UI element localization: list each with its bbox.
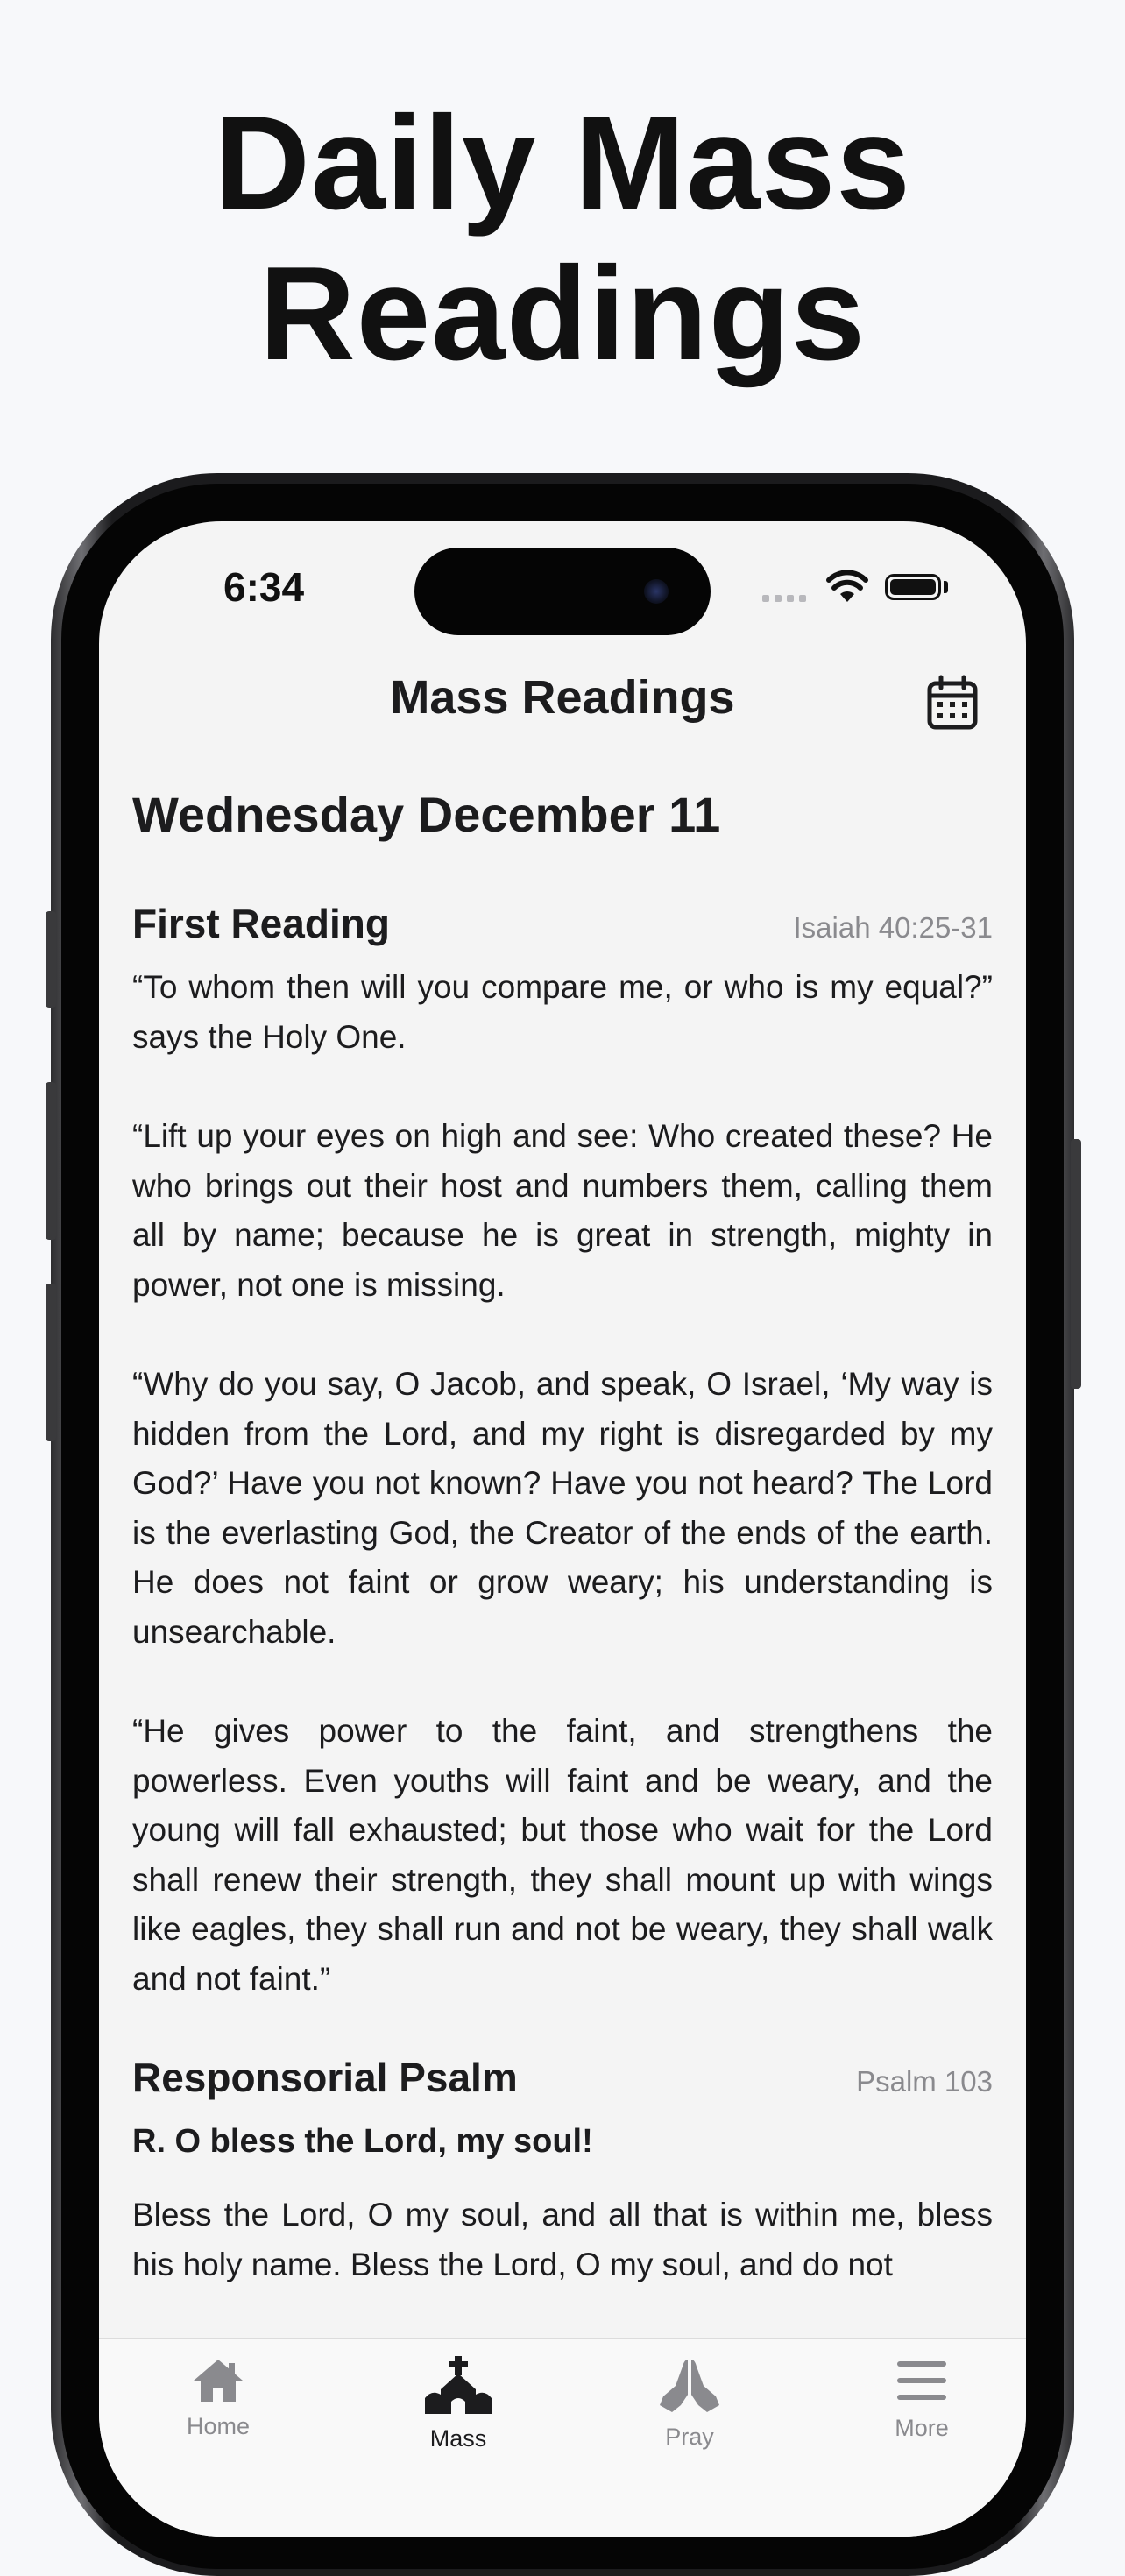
calendar-icon[interactable] — [926, 675, 979, 731]
tab-label: More — [895, 2415, 949, 2441]
tab-label: Mass — [429, 2425, 487, 2452]
cellular-signal-icon — [762, 595, 806, 602]
reading-paragraph: “Lift up your eyes on high and see: Who created these? He who brings out their host and numbers them, calling them all by name; because he is great in strength, mighty in power, not one is missing. — [132, 1118, 993, 1303]
action-button — [46, 911, 56, 1008]
reading-reference[interactable]: Isaiah 40:25-31 — [793, 911, 993, 944]
battery-tip — [944, 581, 948, 593]
camera-icon — [644, 579, 669, 604]
tab-label: Home — [186, 2413, 251, 2439]
phone-screen — [99, 521, 1026, 2537]
dynamic-island — [414, 548, 711, 635]
reading-paragraph: “To whom then will you compare me, or who is my equal?” says the Holy One. — [132, 969, 993, 1055]
psalm-response: R. O bless the Lord, my soul! — [132, 2123, 593, 2160]
praying-hands-icon — [654, 2356, 725, 2414]
tab-bar — [99, 2338, 1026, 2537]
date-heading: Wednesday December 11 — [132, 787, 721, 842]
tab-more[interactable] — [834, 2356, 1009, 2442]
reading-paragraph: “He gives power to the faint, and strengthens the powerless. Even youths will faint and be weary, and the young will fall exhausted; but those who wait for the Lord shall renew their strength, they shall mount up with wings like eagles, they shall run and not be weary, they shall walk and not faint.” — [132, 1713, 993, 1997]
psalm-paragraph: Bless the Lord, O my soul, and all that is within me, bless his holy name. Bless the Lord, O my soul, and do not — [132, 2197, 993, 2282]
headline-line-2: Readings — [258, 239, 867, 388]
section-title: First Reading — [132, 901, 390, 946]
readings-content[interactable] — [132, 784, 993, 2339]
volume-down-button — [46, 1284, 56, 1441]
hamburger-menu-icon — [894, 2356, 950, 2405]
psalm-reference[interactable]: Psalm 103 — [856, 2065, 993, 2098]
tab-label: Pray — [665, 2424, 714, 2450]
power-button — [1071, 1139, 1081, 1389]
first-reading-header — [132, 900, 993, 947]
psalm-header — [132, 2054, 993, 2101]
volume-up-button — [46, 1082, 56, 1240]
wifi-icon — [826, 570, 868, 604]
section-title: Responsorial Psalm — [132, 2055, 518, 2100]
tab-mass[interactable] — [371, 2356, 546, 2452]
church-icon — [421, 2356, 495, 2416]
status-time: 6:34 — [223, 564, 305, 610]
house-icon — [190, 2356, 246, 2403]
headline-line-1: Daily Mass — [214, 88, 911, 237]
battery-icon — [885, 574, 941, 600]
tab-home[interactable] — [131, 2356, 306, 2440]
tab-pray[interactable] — [602, 2356, 777, 2451]
marketing-headline — [0, 88, 1125, 389]
nav-title: Mass Readings — [390, 671, 735, 724]
reading-paragraph: “Why do you say, O Jacob, and speak, O Israel, ‘My way is hidden from the Lord, and my right is disregarded by my God?’ Have you not known? Have you not heard? The Lord is the everlasting God, the Creator of the ends of the earth. He does not faint or grow weary; his understanding is unsearchable. — [132, 1366, 993, 1650]
